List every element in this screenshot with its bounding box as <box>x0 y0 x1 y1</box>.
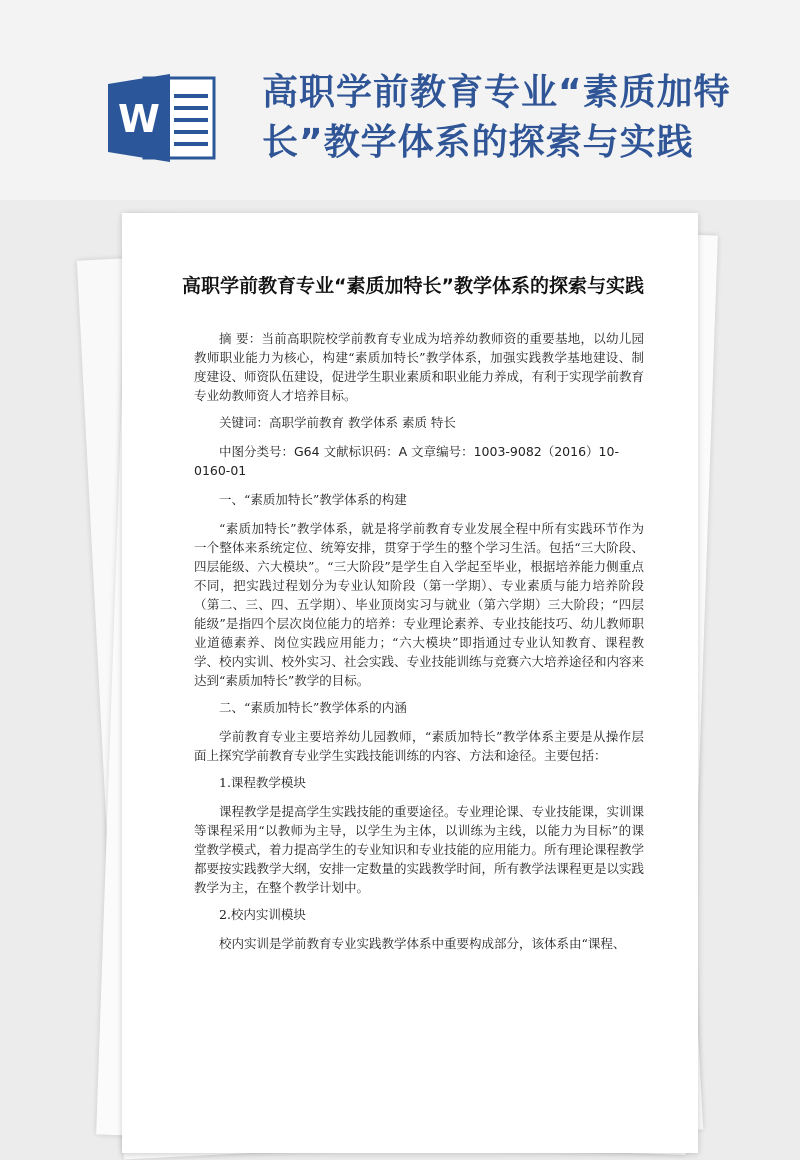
section-1-paragraph: “素质加特长”教学体系，就是将学前教育专业发展全程中所有实践环节作为一个整体来系统定位、统筹安排，贯穿于学生的整个学习生活。包括“三大阶段、四层能级、六大模块”。“三大阶段”是学生自入学起至毕业，根据培养能力侧重点不同，把实践过程划分为专业认知阶段（第一学期）、专业素质与能力培养阶段（第二、三、四、五学期）、毕业顶岗实习与就业（第六学期）三大阶段；“四层能级”是指四个层次岗位能力的培养：专业理论素养、专业技能技巧、幼儿教师职业道德素养、岗位实践应用能力；“六大模块”即指通过专业认知教育、课程教学、校内实训、校外实习、社会实践、专业技能训练与竞赛六大培养途径和内容来达到“素质加特长”教学的目标。 <box>194 521 645 688</box>
subsection-1-paragraph: 课程教学是提高学生实践技能的重要途径。专业理论课、专业技能课，实训课等课程采用“以教师为主导，以学生为主体，以训练为主线，以能力为目标”的课堂教学模式，着力提高学生的专业知识和专业技能的应用能力。所有理论课程教学都要按实践教学大纲，安排一定数量的实践教学时间，所有教学法课程更是以实践教学为主，在整个教学计划中。 <box>194 804 645 895</box>
keywords: 关键词：高职学前教育 教学体系 素质 特长 <box>219 415 456 430</box>
document-body <box>182 271 645 961</box>
subsection-2-paragraph: 校内实训是学前教育专业实践教学体系中重要构成部分，该体系由“课程、 <box>219 936 626 951</box>
document-page <box>122 213 698 1153</box>
document-title: 高职学前教育专业“素质加特长”教学体系的探索与实践 <box>182 275 644 297</box>
section-2-heading: 二、“素质加特长”教学体系的内涵 <box>219 700 407 715</box>
page-title <box>262 68 762 168</box>
svg-text:W: W <box>118 97 160 141</box>
title-line-2: 长”教学体系的探索与实践 <box>262 122 694 163</box>
abstract: 摘 要：当前高职院校学前教育专业成为培养幼教师资的重要基地，以幼儿园教师职业能力为核心，构建“素质加特长”教学体系，加强实践教学基地建设、制度建设、师资队伍建设，促进学生职业素质和职业能力养成，有利于实现学前教育专业幼教师资人才培养目标。 <box>194 331 645 403</box>
section-1-heading: 一、“素质加特长”教学体系的构建 <box>219 492 407 507</box>
subsection-1-heading: 1.课程教学模块 <box>219 775 306 790</box>
section-2-paragraph: 学前教育专业主要培养幼儿园教师，“素质加特长”教学体系主要是从操作层面上探究学前教育专业学生实践技能训练的内容、方法和途径。主要包括： <box>194 729 644 763</box>
classification: 中图分类号：G64 文献标识码：A 文章编号：1003-9082（2016）10-0160-01 <box>194 444 619 478</box>
word-icon <box>108 74 218 162</box>
subsection-2-heading: 2.校内实训模块 <box>219 907 306 922</box>
title-line-1: 高职学前教育专业“素质加特 <box>262 72 731 113</box>
